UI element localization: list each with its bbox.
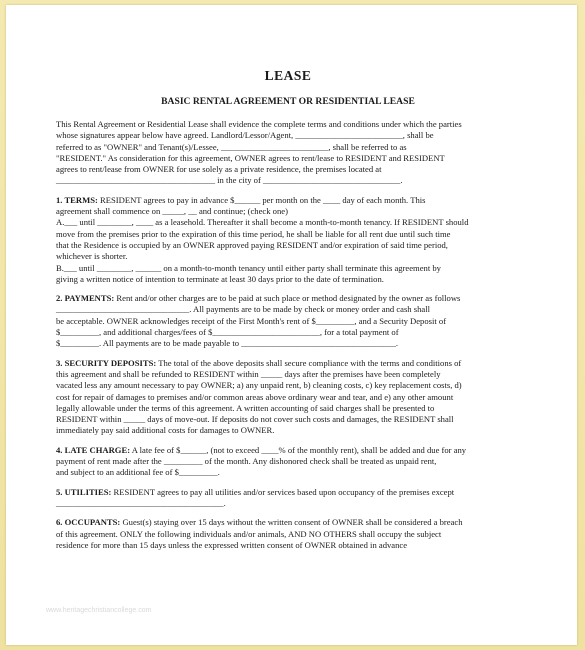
section-text: Guest(s) staying over 15 days without the written consent of OWNER shall be considered a breach [120, 517, 463, 528]
section-utilities [56, 487, 520, 510]
intro-line: _____________________________________ in the city of ________________________________. [56, 175, 403, 186]
section-text: RESIDENT agrees to pay in advance $______ per month on the ____ day of each month. This [97, 194, 426, 205]
section-line [56, 195, 520, 206]
intro-line: agrees to rent/lease from OWNER for use solely as a private residence, the premises located at [56, 164, 382, 175]
section-line: $_________. All payments are to be made payable to ____________________________________. [56, 338, 399, 349]
section-line [56, 517, 520, 528]
section-terms [56, 195, 520, 285]
section-heading: 6. OCCUPANTS: [56, 517, 121, 528]
section-line: of this agreement. ONLY the following individuals and/or animals, AND NO OTHERS shall occupy the subject [56, 528, 442, 539]
lease-document [56, 68, 520, 559]
section-line: residence for more than 15 days unless the expressed written consent of OWNER obtained in advance [56, 539, 408, 550]
section-security-deposits [56, 358, 520, 437]
section-line: be acceptable. OWNER acknowledges receipt of the First Month's rent of $_________, and a Security Deposit of [56, 315, 447, 326]
section-line: B.___ until ________, ______ on a month-to-month tenancy until either party shall terminate this agreement by [56, 262, 441, 273]
section-payments [56, 293, 520, 349]
section-line: that the Residence is occupied by an OWNER approved paying RESIDENT and/or expiration of said time period, [56, 239, 448, 250]
section-occupants [56, 517, 520, 551]
section-line: payment of rent made after the _________ of the month. Any dishonored check shall be treated as unpaid rent, [56, 456, 437, 467]
section-line: cost for repair of damages to premises and/or common areas above ordinary wear and tear, and e) any other amount [56, 391, 454, 402]
section-line: _______________________________________. [56, 497, 226, 508]
document-title: LEASE [264, 68, 312, 83]
section-line: giving a written notice of intention to terminate at least 30 days prior to the date of termination. [56, 273, 384, 284]
section-line [56, 445, 520, 456]
section-line: and subject to an additional fee of $_________. [56, 467, 220, 478]
document-subtitle: BASIC RENTAL AGREEMENT OR RESIDENTIAL LEASE [161, 96, 415, 107]
section-line: whichever is shorter. [56, 251, 128, 262]
intro-line: referred to as "OWNER" and Tenant(s)/Lessee, _________________________, shall be referred to as [56, 141, 407, 152]
section-heading: 5. UTILITIES: [56, 486, 112, 497]
section-line: move from the premises prior to the expiration of this time period, he shall be liable for all rent due until such time [56, 228, 451, 239]
section-line: RESIDENT within _____ days of move-out. If deposits do not cover such costs and damages, the RESIDENT shall [56, 414, 454, 425]
section-text: Rent and/or other charges are to be paid at such place or method designated by the owner as follows [114, 293, 461, 304]
watermark: www.heritagechristiancollege.com [46, 607, 152, 614]
section-line: this agreement and shall be refunded to RESIDENT within _____ days after the premises have been completely [56, 368, 441, 379]
intro-paragraph [56, 119, 520, 187]
section-line: _______________________________. All payments are to be made by check or money order and cash shall [56, 304, 430, 315]
section-text: A late fee of $______, (not to exceed ____% of the monthly rent), shall be added and due for any [130, 444, 467, 455]
section-line: immediately pay said additional costs for damages to OWNER. [56, 425, 275, 436]
section-line: agreement shall commence on _____, __ and continue; (check one) [56, 206, 288, 217]
section-line [56, 293, 520, 304]
section-text: The total of the above deposits shall secure compliance with the terms and conditions of [156, 357, 462, 368]
section-heading: 3. SECURITY DEPOSITS: [56, 357, 157, 368]
section-heading: 2. PAYMENTS: [56, 293, 115, 304]
section-heading: 4. LATE CHARGE: [56, 444, 131, 455]
section-heading: 1. TERMS: [56, 194, 98, 205]
section-text: RESIDENT agrees to pay all utilities and/or services based upon occupancy of the premises except [111, 486, 455, 497]
intro-line: whose signatures appear below have agreed. Landlord/Lessor/Agent, _________________________, shall be [56, 130, 434, 141]
section-line: $_________, and additional charges/fees of $_________________________, for a total payment of [56, 327, 399, 338]
section-line: A.___ until ________, ____ as a leasehold. Thereafter it shall become a month-to-month tenancy. If RESIDENT should [56, 217, 469, 228]
section-line: vacated less any amount necessary to pay OWNER; a) any unpaid rent, b) cleaning costs, c) key replacement costs, d) [56, 380, 462, 391]
section-line [56, 358, 520, 369]
intro-line: This Rental Agreement or Residential Lease shall evidence the complete terms and conditions under which the parties [56, 119, 462, 129]
section-line: legally allowable under the terms of this agreement. A written accounting of said charges shall be presented to [56, 402, 435, 413]
section-late-charge [56, 445, 520, 479]
intro-line: "RESIDENT." As consideration for this agreement, OWNER agrees to rent/lease to RESIDENT and RESIDENT [56, 152, 445, 163]
section-line [56, 487, 520, 498]
